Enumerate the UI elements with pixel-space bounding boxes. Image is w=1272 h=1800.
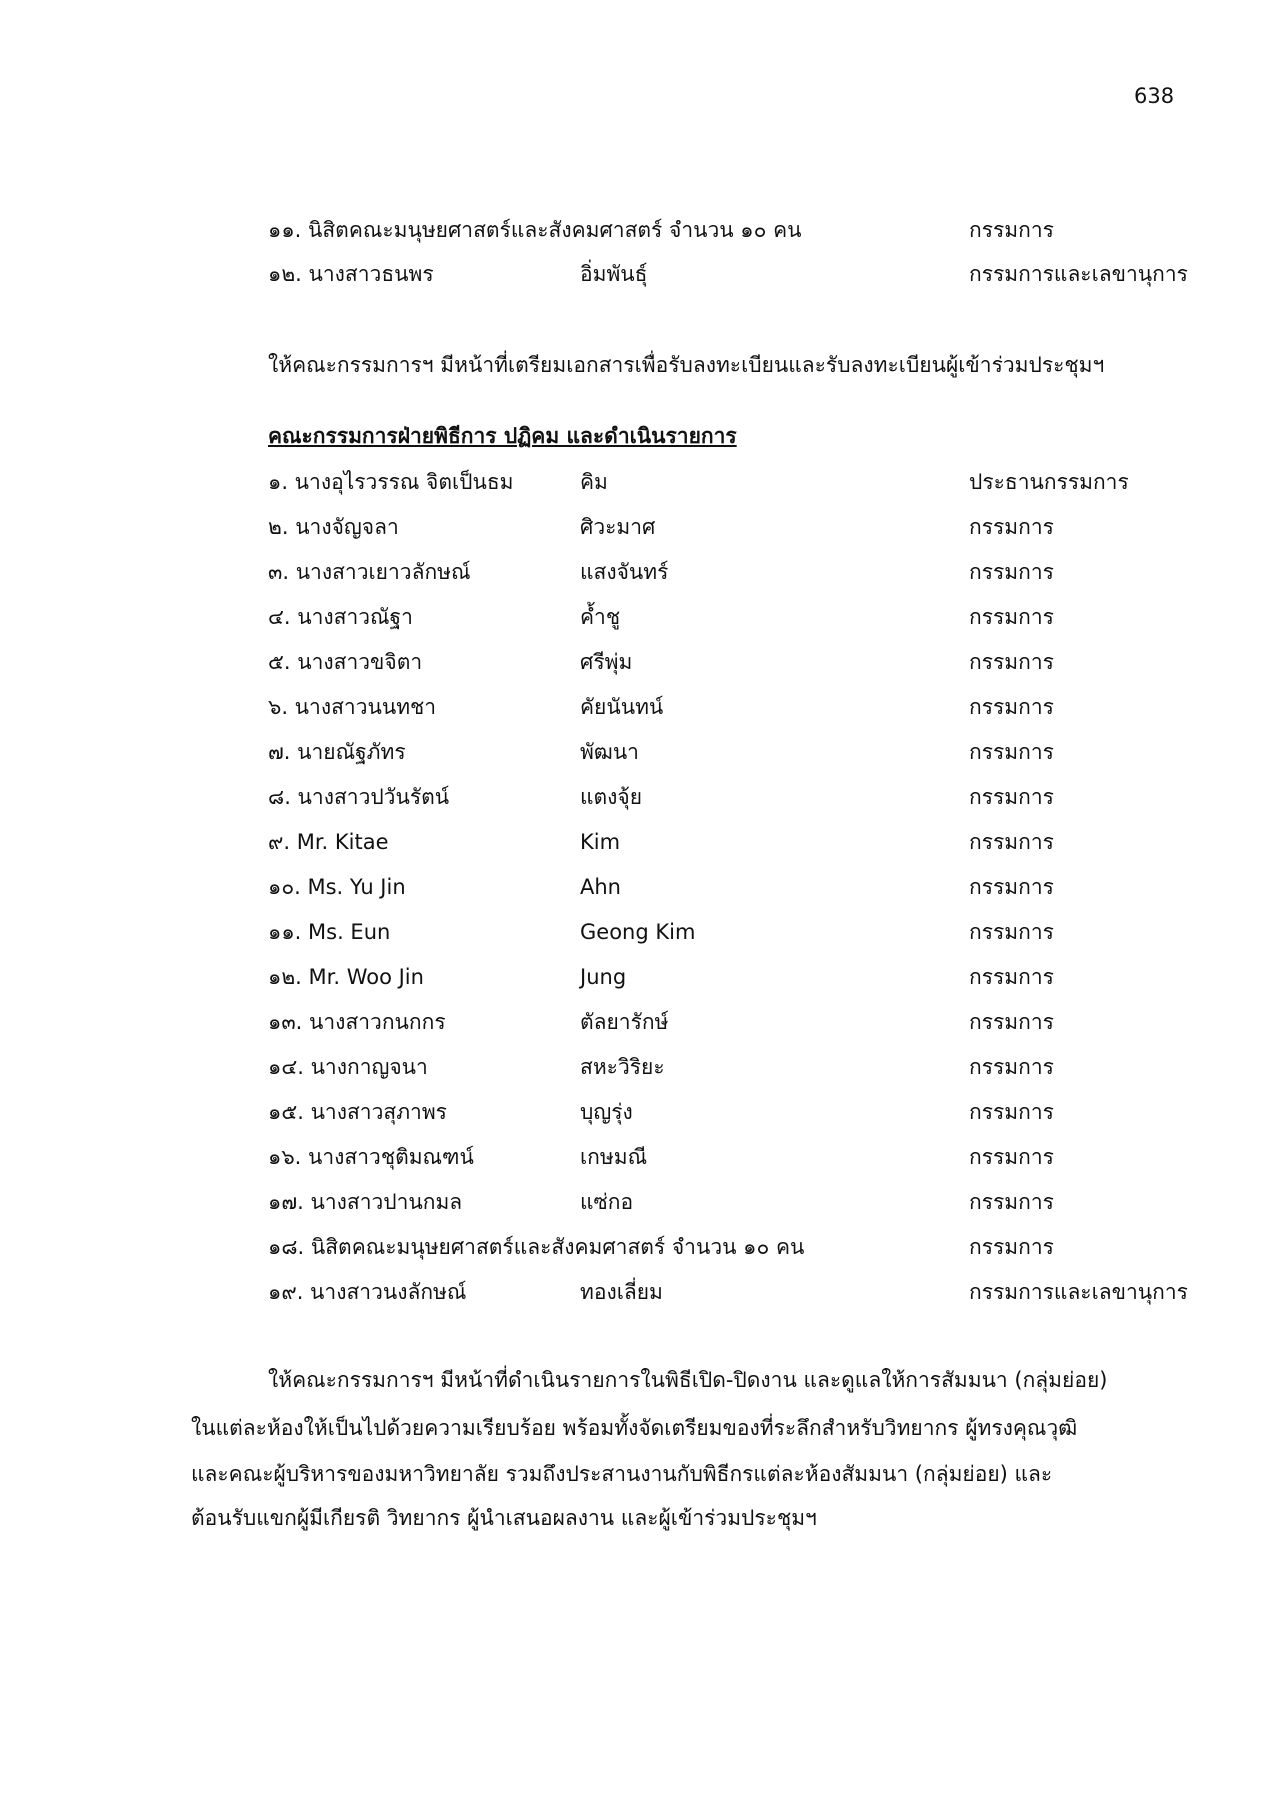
- member-name: ๑๖. นางสาวชุติมณฑน์: [268, 1145, 474, 1169]
- member-role: กรรมการ: [969, 560, 1054, 584]
- member-name: ๓. นางสาวเยาวลักษณ์: [268, 560, 471, 584]
- member-role: กรรมการ: [969, 695, 1054, 719]
- member-role: กรรมการและเลขานุการ: [969, 1280, 1188, 1304]
- member-surname: ทองเลี่ยม: [580, 1280, 663, 1304]
- member-surname: ศรีพุ่ม: [580, 650, 633, 674]
- member-surname: สหะวิริยะ: [580, 1055, 665, 1079]
- page-number: 638: [1134, 84, 1175, 108]
- member-surname: ศิวะมาศ: [580, 515, 656, 539]
- member-name: ๕. นางสาวขจิตา: [268, 650, 423, 674]
- member-surname: พัฒนา: [580, 740, 639, 764]
- committee-heading: คณะกรรมการฝ่ายพิธีการ ปฏิคม และดำเนินรายการ: [268, 424, 737, 448]
- member-surname: คิม: [580, 470, 608, 494]
- member-name: ๗. นายณัฐภัทร: [268, 740, 406, 764]
- member-surname: Jung: [580, 965, 627, 989]
- member-role: กรรมการ: [969, 785, 1054, 809]
- list-item-name: ๑๑. นิสิตคณะมนุษยศาสตร์และสังคมศาสตร์ จำนวน ๑๐ คน: [268, 218, 802, 242]
- member-role: กรรมการ: [969, 740, 1054, 764]
- list-item-name: ๑๒. นางสาวธนพร: [268, 262, 434, 286]
- member-surname: คัยนันทน์: [580, 695, 664, 719]
- member-name: ๑๔. นางกาญจนา: [268, 1055, 428, 1079]
- member-surname: แซ่กอ: [580, 1190, 634, 1214]
- duty-line: ให้คณะกรรมการฯ มีหน้าที่ดำเนินรายการในพิธีเปิด-ปิดงาน และดูแลให้การสัมมนา (กลุ่มย่อย): [268, 1368, 1108, 1392]
- member-surname: Geong Kim: [580, 920, 696, 944]
- member-name: ๑๗. นางสาวปานกมล: [268, 1190, 463, 1214]
- member-role: กรรมการ: [969, 1100, 1054, 1124]
- duty-line: ในแต่ละห้องให้เป็นไปด้วยความเรียบร้อย พร้อมทั้งจัดเตรียมของที่ระลึกสำหรับวิทยากร ผู้ทรงคุณวุฒิ: [191, 1416, 1078, 1440]
- member-role: กรรมการ: [969, 1190, 1054, 1214]
- member-surname: บุญรุ่ง: [580, 1100, 633, 1124]
- member-name: ๖. นางสาวนนทชา: [268, 695, 437, 719]
- member-name: ๘. นางสาวปวันรัตน์: [268, 785, 450, 809]
- member-role: กรรมการ: [969, 605, 1054, 629]
- member-role: กรรมการ: [969, 515, 1054, 539]
- member-role: กรรมการ: [969, 965, 1054, 989]
- list-item-surname: อิ่มพันธุ์: [580, 262, 648, 286]
- previous-committee-duty: ให้คณะกรรมการฯ มีหน้าที่เตรียมเอกสารเพื่อรับลงทะเบียนและรับลงทะเบียนผู้เข้าร่วมประชุมฯ: [268, 353, 1105, 377]
- member-role: กรรมการ: [969, 1010, 1054, 1034]
- member-role: ประธานกรรมการ: [969, 470, 1129, 494]
- member-role: กรรมการ: [969, 830, 1054, 854]
- member-surname: แตงจุ้ย: [580, 785, 643, 809]
- member-surname: Kim: [580, 830, 621, 854]
- member-name: ๑๐. Ms. Yu Jin: [268, 875, 406, 899]
- duty-line: ต้อนรับแขกผู้มีเกียรติ วิทยากร ผู้นำเสนอผลงาน และผู้เข้าร่วมประชุมฯ: [191, 1506, 817, 1530]
- member-surname: ตัลยารักษ์: [580, 1010, 669, 1034]
- member-name: ๔. นางสาวณัฐา: [268, 605, 413, 629]
- member-name: ๙. Mr. Kitae: [268, 830, 389, 854]
- member-surname: เกษมณี: [580, 1145, 648, 1169]
- member-role: กรรมการ: [969, 1055, 1054, 1079]
- member-surname: แสงจันทร์: [580, 560, 669, 584]
- list-item-role: กรรมการ: [969, 218, 1054, 242]
- list-item-role: กรรมการและเลขานุการ: [969, 262, 1188, 286]
- member-surname: ค้ำชู: [580, 605, 621, 629]
- member-role: กรรมการ: [969, 1235, 1054, 1259]
- member-name: ๒. นางจัญจลา: [268, 515, 399, 539]
- member-name: ๑๙. นางสาวนงลักษณ์: [268, 1280, 467, 1304]
- member-name: ๑๑. Ms. Eun: [268, 920, 391, 944]
- member-name: ๑๒. Mr. Woo Jin: [268, 965, 424, 989]
- member-role: กรรมการ: [969, 650, 1054, 674]
- member-name: ๑. นางอุไรวรรณ จิตเป็นธม: [268, 470, 514, 494]
- member-role: กรรมการ: [969, 920, 1054, 944]
- member-role: กรรมการ: [969, 1145, 1054, 1169]
- member-name: ๑๘. นิสิตคณะมนุษยศาสตร์และสังคมศาสตร์ จำนวน ๑๐ คน: [268, 1235, 805, 1259]
- duty-line: และคณะผู้บริหารของมหาวิทยาลัย รวมถึงประสานงานกับพิธีกรแต่ละห้องสัมมนา (กลุ่มย่อย) และ: [191, 1462, 1053, 1486]
- member-surname: Ahn: [580, 875, 621, 899]
- member-name: ๑๓. นางสาวกนกกร: [268, 1010, 446, 1034]
- member-role: กรรมการ: [969, 875, 1054, 899]
- member-name: ๑๕. นางสาวสุภาพร: [268, 1100, 447, 1124]
